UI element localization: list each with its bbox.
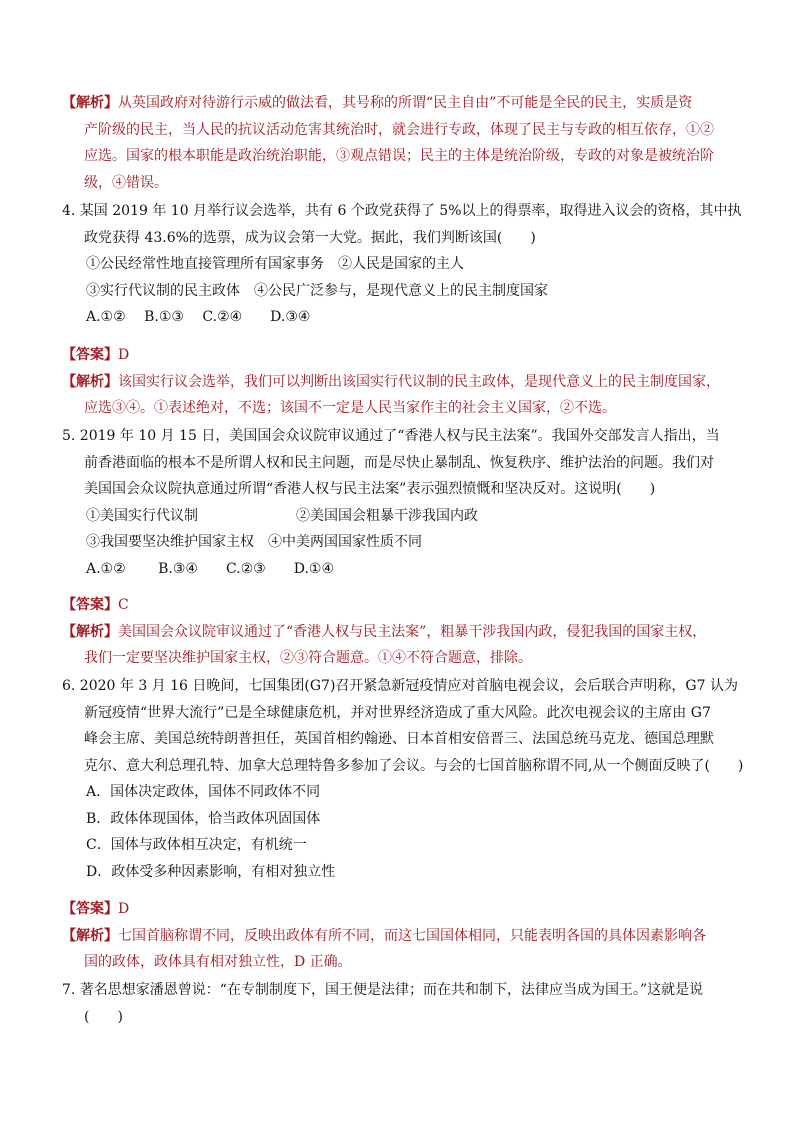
- statement-line: ③我国要坚决维护国家主权 ④中美两国国家性质不同: [86, 534, 422, 550]
- answer-line: [62, 342, 732, 369]
- option-line: A．国体决定政体，国体不同政体不同: [86, 784, 321, 800]
- answer-block-q4: [62, 342, 732, 422]
- option-line: B．政体体现国体，恰当政体巩固国体: [86, 810, 321, 827]
- analysis-block-q3: [62, 90, 732, 196]
- question-stem-line: 6. 2020 年 3 月 16 日晚间，七国集团(G7)召开紧急新冠疫情应对首脑电视会议，会后联合声明称，G7 认为: [62, 678, 738, 694]
- option-line: C．国体与政体相互决定，有机统一: [86, 837, 307, 853]
- answer-block-q6: [62, 896, 732, 976]
- question-stem-line: ( ): [84, 1008, 123, 1025]
- analysis-line: 级，④错误。: [84, 174, 168, 191]
- analysis-line: 应选。国家的根本职能是政治统治职能，③观点错误；民主的主体是统治阶级，专政的对象是被统治阶: [84, 148, 714, 164]
- statement-line: ①公民经常性地直接管理所有国家事务 ②人民是国家的主人: [86, 256, 464, 272]
- analysis-line: 【解析】该国实行议会选举，我们可以判断出该国实行代议制的民主政体，是现代意义上的民主制度国家，: [62, 373, 720, 390]
- answer-block-q5: [62, 592, 732, 672]
- analysis-line: 【解析】七国首脑称谓不同，反映出政体有所不同，而这七国国体相同，只能表明各国的具体因素影响各: [62, 927, 706, 944]
- analysis-line: 【解析】从英国政府对待游行示威的做法看，其号称的所谓“民主自由”不可能是全民的民主，实质是资: [62, 95, 693, 111]
- choice-line: A.①② B.①③ C.②④ D.③④: [86, 309, 311, 325]
- question-7: [62, 977, 732, 1030]
- statement-line: ③实行代议制的民主政体 ④公民广泛参与，是现代意义上的民主制度国家: [86, 282, 548, 299]
- analysis-tag: 【解析】: [62, 927, 118, 944]
- question-4: [62, 198, 742, 331]
- analysis-line: 产阶级的民主，当人民的抗议活动危害其统治时，就会进行专政，体现了民主与专政的相互依存，①②: [84, 121, 714, 138]
- analysis-tag: 【解析】: [62, 373, 118, 390]
- question-5: [62, 423, 732, 582]
- answer-value: D: [118, 901, 130, 917]
- option-line: D．政体受多种因素影响，有相对独立性: [86, 863, 336, 880]
- question-stem-line: 克尔、意大利总理孔特、加拿大总理特鲁多参加了会议。与会的七国首脑称谓不同,从一个侧面反映了( ): [84, 757, 744, 774]
- answer-value: C: [118, 597, 129, 613]
- question-stem-line: 新冠疫情“世界大流行”已是全球健康危机，并对世界经济造成了重大风险。此次电视会议的主席由 G7: [84, 704, 711, 721]
- choice-line: A.①② B.③④ C.②③ D.①④: [86, 560, 334, 577]
- question-stem-line: 前香港面临的根本不是所谓人权和民主问题，而是尽快止暴制乱、恢复秩序、维护法治的问题。我们对: [84, 454, 714, 471]
- answer-tag: 【答案】: [62, 901, 118, 917]
- question-6: [62, 673, 744, 885]
- analysis-line: 国的政体，政体具有相对独立性，D 正确。: [84, 954, 352, 970]
- answer-line: [62, 896, 732, 923]
- question-stem-line: 政党获得 43.6%的选票，成为议会第一大党。据此，我们判断该国( ): [84, 229, 536, 246]
- analysis-line: 应选③④。①表述绝对，不选；该国不一定是人民当家作主的社会主义国家，②不选。: [84, 400, 616, 416]
- question-stem-line: 5. 2019 年 10 月 15 日，美国国会众议院审议通过了“香港人权与民主法案”。我国外交部发言人指出，当: [62, 428, 720, 444]
- question-stem-line: 4. 某国 2019 年 10 月举行议会选举，共有 6 个政党获得了 5%以上的得票率，取得进入议会的资格，其中执: [62, 203, 742, 219]
- answer-tag: 【答案】: [62, 347, 118, 363]
- analysis-tag: 【解析】: [62, 623, 118, 640]
- question-stem-line: 7. 著名思想家潘恩曾说：“在专制制度下，国王便是法律；而在共和制下，法律应当成为国王。”这就是说: [62, 982, 704, 998]
- analysis-line: 【解析】美国国会众议院审议通过了“香港人权与民主法案”，粗暴干涉我国内政，侵犯我国的国家主权，: [62, 623, 707, 640]
- analysis-line: 我们一定要坚决维护国家主权，②③符合题意。①④不符合题意，排除。: [84, 650, 532, 666]
- question-stem-line: 峰会主席、美国总统特朗普担任，英国首相约翰逊、日本首相安倍晋三、法国总统马克龙、德国总理默: [84, 731, 714, 747]
- answer-line: [62, 592, 732, 619]
- analysis-tag: 【解析】: [62, 95, 118, 111]
- answer-tag: 【答案】: [62, 597, 118, 613]
- question-stem-line: 美国国会众议院执意通过所谓“香港人权与民主法案”表示强烈愤慨和坚决反对。这说明( ): [84, 481, 656, 497]
- statement-line: ①美国实行代议制 ②美国国会粗暴干涉我国内政: [86, 507, 478, 524]
- answer-value: D: [118, 347, 130, 363]
